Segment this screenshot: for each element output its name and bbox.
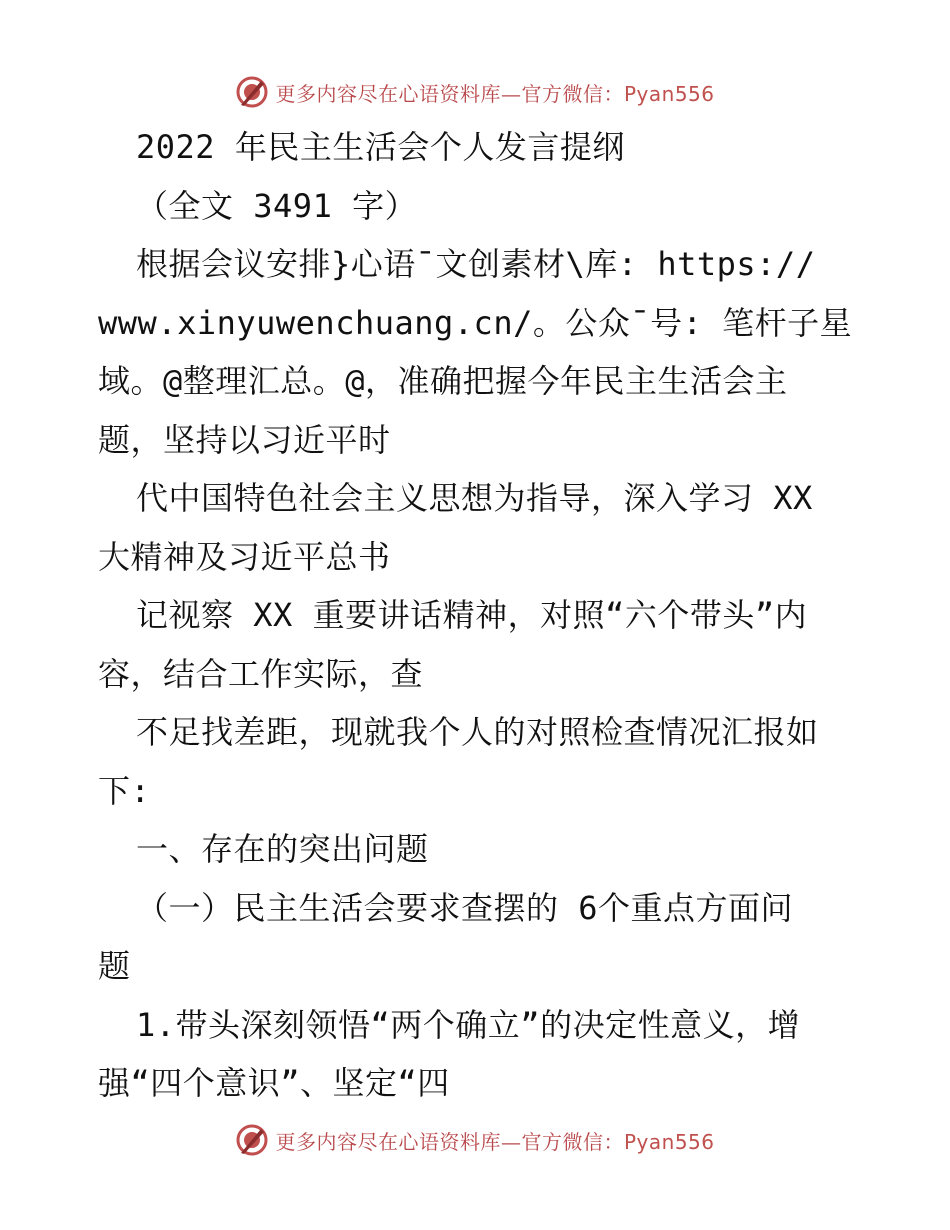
document-line: 根据会议安排}心语¯文创素材\库: https:// (136, 245, 816, 283)
watermark-banner-top (0, 72, 950, 112)
document-line: 大精神及习近平总书 (98, 537, 391, 576)
document-line: 1.带头深刻领悟“两个确立”的决定性意义，增 (136, 1005, 801, 1044)
document-line: 代中国特色社会主义思想为指导，深入学习 XX (136, 479, 813, 517)
document-line: 容，结合工作实际，查 (98, 654, 424, 693)
document-line: （全文 3491 字） (136, 186, 418, 225)
document-line: 下: (98, 771, 151, 810)
watermark-text: 更多内容尽在心语资料库—官方微信：Pyan556 (275, 81, 715, 106)
watermark-banner-bottom (0, 1120, 950, 1160)
document-line: www.xinyuwenchuang.cn/。公众¯号: 笔杆子星 (98, 303, 853, 342)
document-line: 域。@整理汇总。@，准确把握今年民主生活会主 (98, 362, 788, 400)
quill-pen-logo-icon (235, 1123, 269, 1157)
watermark-text: 更多内容尽在心语资料库—官方微信：Pyan556 (275, 1129, 715, 1154)
document-line: 2022 年民主生活会个人发言提纲 (136, 128, 625, 166)
document-line: 记视察 XX 重要讲话精神，对照“六个带头”内 (136, 596, 808, 634)
document-line: 题 (98, 947, 131, 985)
document-line: 不足找差距，现就我个人的对照检查情况汇报如 (136, 713, 819, 751)
document-line: 强“四个意识”、坚定“四 (98, 1064, 450, 1102)
document-body (98, 118, 858, 1113)
document-line: （一）民主生活会要求查摆的 6个重点方面问 (136, 888, 794, 927)
quill-pen-logo-icon (235, 75, 269, 109)
document-line: 题，坚持以习近平时 (98, 420, 391, 459)
document-line: 一、存在的突出问题 (136, 830, 429, 868)
